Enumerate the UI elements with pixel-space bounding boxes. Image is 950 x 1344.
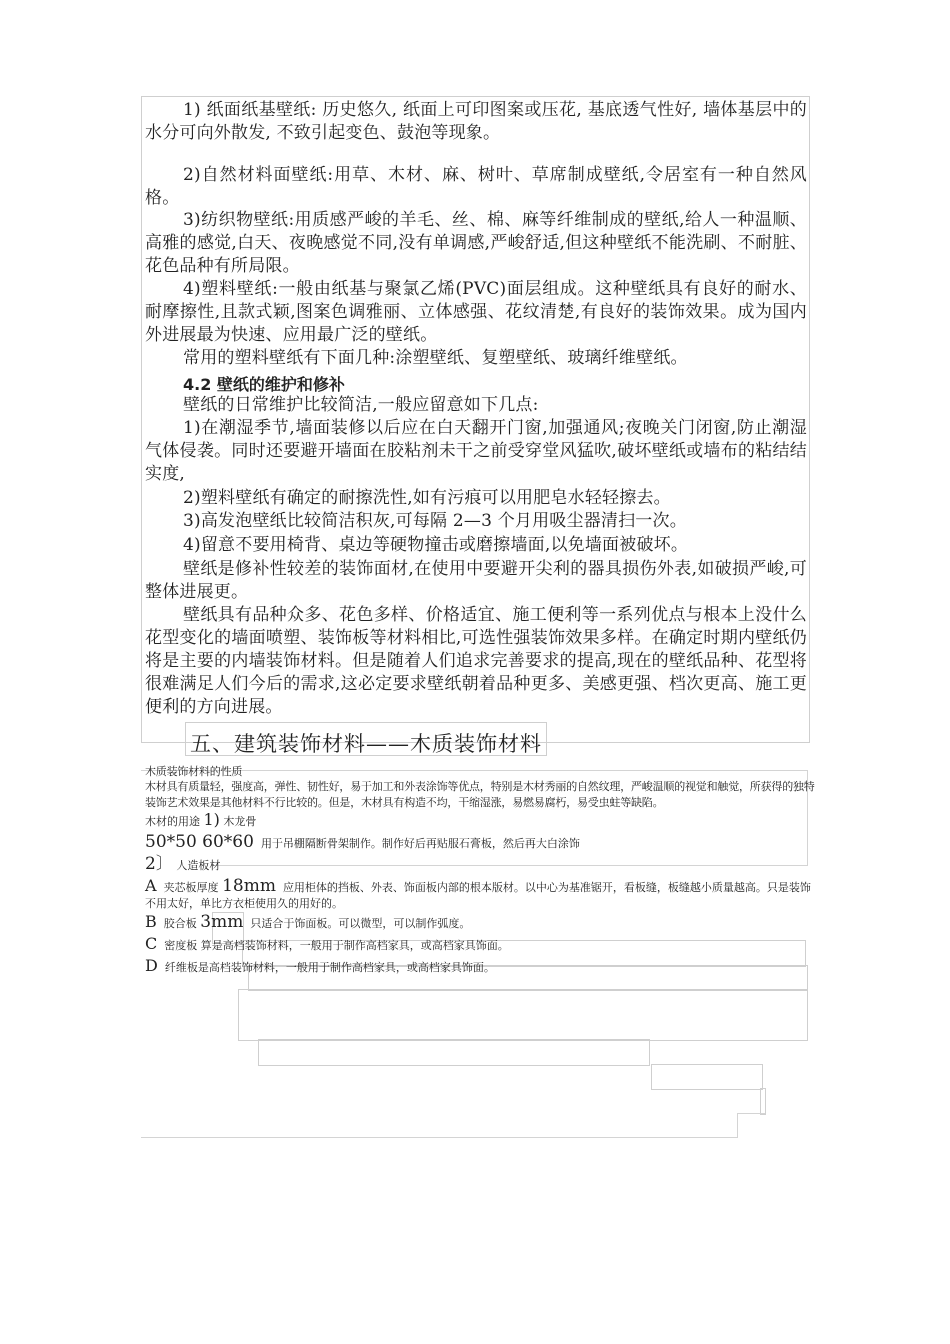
item-a (145, 878, 815, 912)
frame-line (141, 1137, 738, 1138)
paragraph-plastic-wallpaper: 4)塑料壁纸:一般由纸基与聚氯乙烯(PVC)面层组成。这种壁纸具有良好的耐水、耐摩擦性,且款式颖,图案色调雅丽、立体感强、花纹清楚,有良好的装饰效果。成为国内外进展最为快速、应用最广泛的壁纸。 (145, 279, 807, 345)
wood-use-item: 木龙骨 (223, 815, 257, 828)
wood-use-line (145, 812, 815, 830)
keel-sizes: 50*50 60*60 (145, 832, 254, 852)
paragraph-summary: 壁纸具有品种众多、花色多样、价格适宜、施工便利等一系列优点与根本上没什么花型变化的墙面喷塑、装饰板等材料相比,可选性强装饰效果多样。在确定时期内壁纸仍将是主要的内墙装饰材料。但是随着人们追求完善要求的提高,现在的壁纸品种、花型将很难满足人们今后的需求,这必定要求壁纸朝着品种更多、美感更强、档次更高、施工更便利的方向进展。 (145, 605, 807, 717)
item-b-label: 胶合板 (163, 917, 197, 930)
wood-use-label: 木材的用途 (145, 815, 200, 828)
paragraph-textile-wallpaper: 3)纺织物壁纸:用质感严峻的羊毛、丝、棉、麻等纤维制成的壁纸,给人一种温顺、高雅的感觉,白天、夜晚感觉不同,没有单调感,严峻舒适,但这种壁纸不能洗刷、不耐脏、花色品种有所局限。 (145, 210, 807, 276)
paragraph-maintenance-intro: 壁纸的日常维护比较简洁,一般应留意如下几点: (183, 395, 539, 415)
section-heading-maintenance: 4.2 壁纸的维护和修补 (183, 375, 345, 394)
wood-props-title: 木质装饰材料的性质 (145, 765, 243, 778)
wood-props-text: 木材具有质量轻，强度高，弹性、韧性好，易于加工和外表涂饰等优点，特别是木材秀丽的自然纹理，严峻温顺的视觉和触觉，所获得的独特装饰艺术效果是其他材料不行比较的。但是，木材具有构造不均，干缩湿涨，易燃易腐朽，易受虫蛀等缺陷。 (145, 780, 815, 809)
item-d-desc: 纤维板是高档装饰材料，一般用于制作高档家具，或高档家具饰面。 (164, 961, 495, 974)
item-b-desc: 只适合于饰面板。可以微型，可以制作弧度。 (250, 917, 471, 930)
frame-line (737, 1113, 738, 1138)
board-line (145, 856, 815, 874)
keel-desc: 用于吊棚隔断骨架制作。制作好后再贴服石膏板，然后再大白涂饰 (260, 837, 580, 850)
paragraph-maintenance-2: 2)塑料壁纸有确定的耐擦洗性,如有污痕可以用肥皂水轻轻擦去。 (183, 488, 671, 508)
box-frame (238, 989, 808, 1041)
item-b-letter: B (145, 912, 157, 931)
item-c-letter: C (145, 934, 158, 953)
box-frame (760, 1088, 766, 1115)
paragraph-natural-wallpaper: 2)自然材料面壁纸:用草、木材、麻、树叶、草席制成壁纸,令居室有一种自然风格。 (145, 165, 807, 208)
paragraph-maintenance-4: 4)留意不要用椅背、桌边等硬物撞击或磨擦墙面,以免墙面被破坏。 (183, 535, 689, 555)
item-a-label: 夹芯板厚度 (163, 881, 219, 894)
item-b-size: 3mm (200, 912, 244, 932)
keel-line (145, 834, 815, 852)
item-b (145, 914, 815, 932)
wood-use-num: 1) (203, 810, 220, 829)
section-title-wood: 五、建筑装饰材料——木质装饰材料 (190, 732, 542, 756)
item-a-desc: 应用柜体的挡板、外表、饰面板内部的根本版材。以中心为基准锯开，看板缝，板缝越小质量越高。只是装饰不用太好，单比方衣柜使用久的用好的。 (145, 881, 811, 910)
item-d-letter: D (145, 956, 158, 975)
item-d (145, 958, 815, 976)
paragraph-common-plastic: 常用的塑料壁纸有下面几种:涂塑壁纸、复塑壁纸、玻璃纤维壁纸。 (183, 348, 688, 368)
paragraph-paper-wallpaper: 1) 纸面纸基壁纸: 历史悠久, 纸面上可印图案或压花, 基底透气性好, 墙体基层中的水分可向外散发, 不致引起变色、鼓泡等现象。 (145, 100, 807, 143)
paragraph-repair: 壁纸是修补性较差的装饰面材,在使用中要避开尖利的器具损伤外表,如破损严峻,可整体进展更。 (145, 559, 807, 602)
item-c (145, 936, 815, 954)
paragraph-maintenance-3: 3)高发泡壁纸比较简洁积灰,可每隔 2—3 个月用吸尘器清扫一次。 (183, 511, 687, 531)
frame-line (737, 1113, 765, 1114)
paragraph-maintenance-1: 1)在潮湿季节,墙面装修以后应在白天翻开门窗,加强通风;夜晚关门闭窗,防止潮湿气体侵袭。同时还要避开墙面在胶粘剂未干之前受穿堂风猛吹,破坏壁纸或墙布的粘结结实度, (145, 418, 807, 484)
board-num: 2〕 (145, 854, 173, 874)
box-frame (258, 1039, 650, 1066)
item-a-letter: A (145, 876, 157, 895)
item-c-desc: 密度板 算是高档装饰材料，一般用于制作高档家具，或高档家具饰面。 (164, 939, 509, 952)
box-frame (651, 1064, 763, 1090)
item-a-size: 18mm (222, 876, 276, 896)
board-label: 人造板材 (176, 859, 221, 872)
